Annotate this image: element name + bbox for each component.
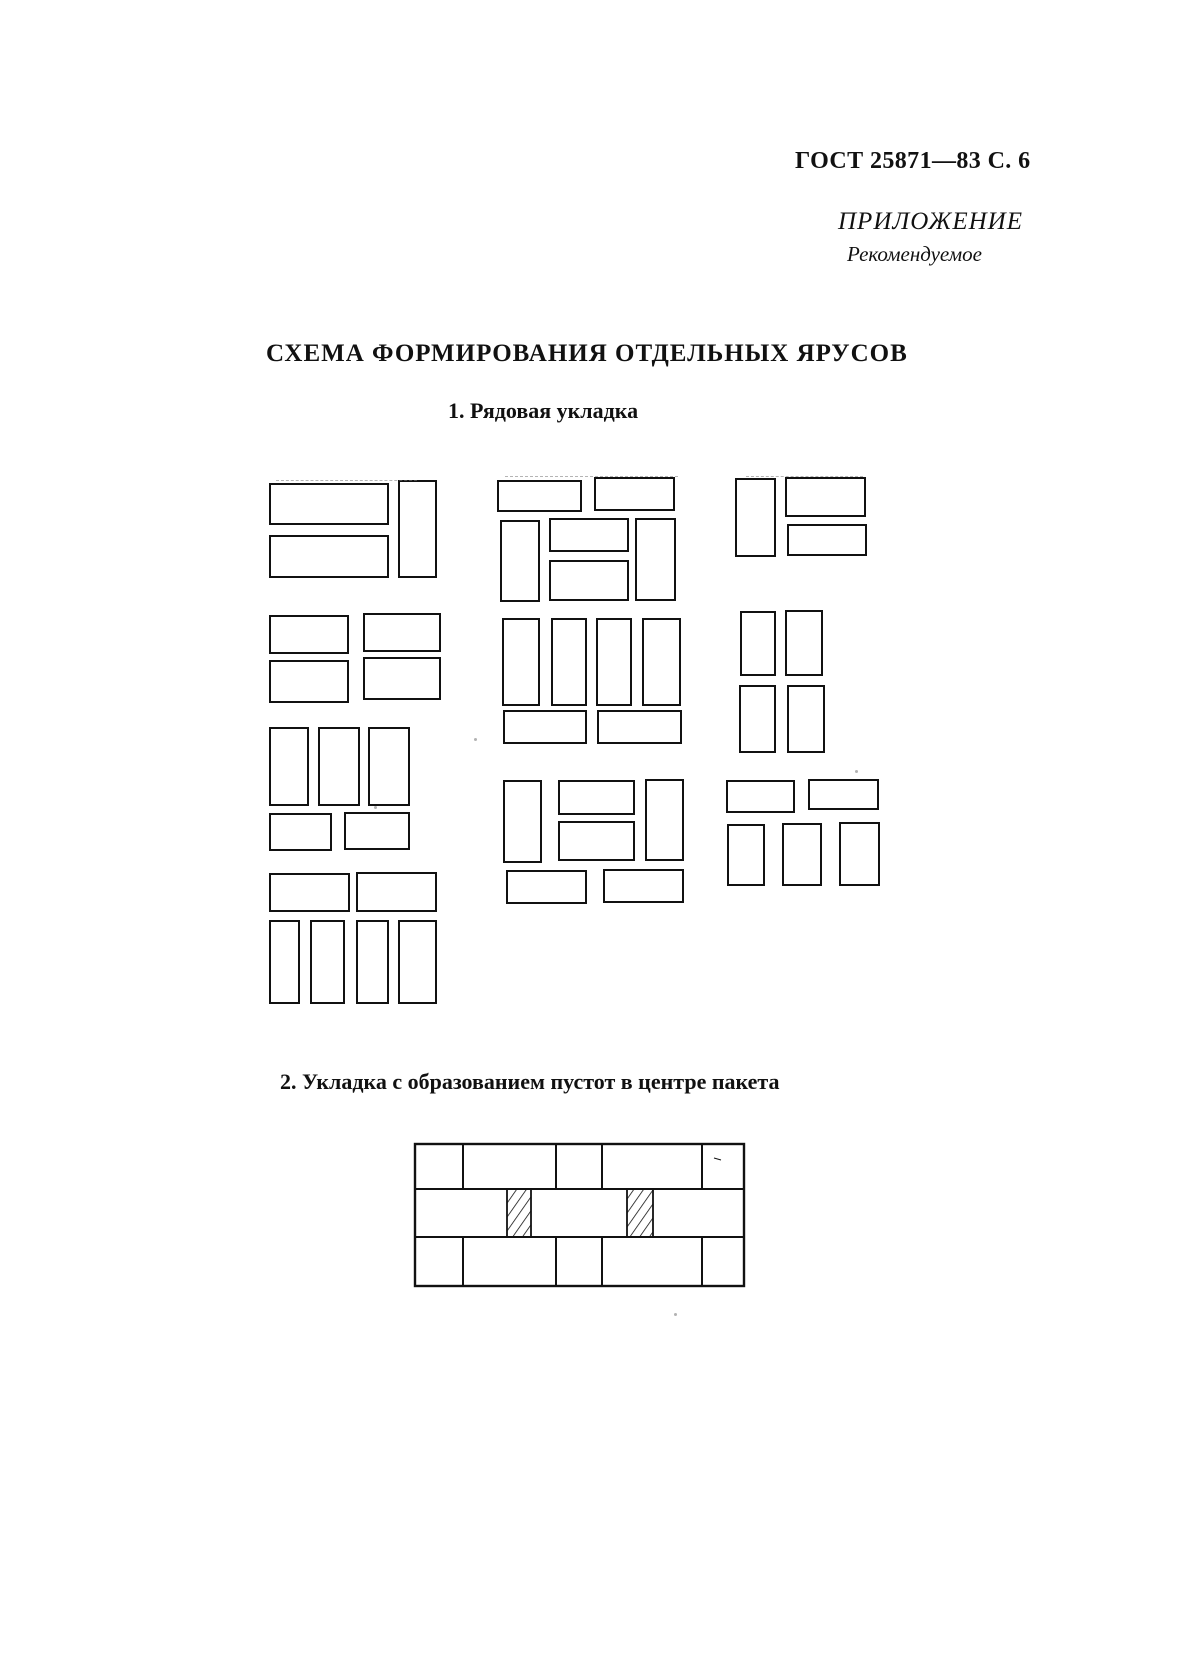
scheme-8-brick-1 — [735, 478, 776, 557]
subsection-2-title: 2. Укладка с образованием пустот в центре пакета — [280, 1069, 780, 1094]
right-void-hatched — [627, 1189, 653, 1237]
scheme-7-brick-2 — [558, 780, 635, 815]
scheme-7-brick-3 — [558, 821, 635, 861]
scheme-1-brick-1 — [269, 483, 389, 525]
scheme-6-brick-5 — [503, 710, 587, 744]
scheme-4-brick-3 — [269, 920, 300, 1004]
scan-dot-1 — [474, 738, 477, 741]
scheme-2-brick-3 — [269, 660, 349, 703]
left-void-hatched — [507, 1189, 531, 1237]
section-title: СХЕМА ФОРМИРОВАНИЯ ОТДЕЛЬНЫХ ЯРУСОВ — [266, 340, 908, 367]
scheme-9-brick-3 — [739, 685, 776, 753]
scan-dot-4 — [674, 1313, 677, 1316]
scheme-4-brick-6 — [398, 920, 437, 1004]
small-pen-mark — [714, 1158, 721, 1160]
scheme-9-brick-1 — [740, 611, 776, 676]
appendix-note: Рекомендуемое — [847, 242, 982, 266]
scheme-2-brick-2 — [363, 613, 441, 652]
scheme-5-brick-1 — [497, 480, 582, 512]
scheme-8-brick-2 — [785, 477, 866, 517]
diagram-outer-frame — [415, 1144, 744, 1286]
scheme-4-brick-5 — [356, 920, 389, 1004]
scheme-6-brick-4 — [642, 618, 681, 706]
scheme-2-brick-1 — [269, 615, 349, 654]
scheme-10-brick-1 — [726, 780, 795, 813]
scheme-9-brick-4 — [787, 685, 825, 753]
scheme-7-brick-1 — [503, 780, 542, 863]
scheme-4-brick-2 — [356, 872, 437, 912]
scheme-2-brick-4 — [363, 657, 441, 700]
scheme-6-brick-3 — [596, 618, 632, 706]
scheme-3-brick-2 — [318, 727, 360, 806]
scheme-5-brick-6 — [635, 518, 676, 601]
scheme-1-brick-3 — [398, 480, 437, 578]
scheme-6-brick-2 — [551, 618, 587, 706]
scheme-10-brick-4 — [782, 823, 822, 886]
right-scan-mark — [746, 476, 863, 477]
scheme-3-brick-4 — [269, 813, 332, 851]
scheme-7-brick-4 — [645, 779, 684, 861]
scheme-7-brick-5 — [506, 870, 587, 904]
void-center-stacking-diagram — [414, 1140, 746, 1295]
scheme-10-brick-5 — [839, 822, 880, 886]
scheme-9-brick-2 — [785, 610, 823, 676]
scheme-5-brick-2 — [594, 477, 675, 511]
scheme-4-brick-1 — [269, 873, 350, 912]
scheme-10-brick-3 — [727, 824, 765, 886]
center-scan-mark — [505, 476, 678, 477]
scheme-3-brick-1 — [269, 727, 309, 806]
scan-dot-2 — [855, 770, 858, 773]
appendix-title: ПРИЛОЖЕНИЕ — [838, 208, 1023, 235]
top-left-scan-mark — [276, 480, 417, 481]
scheme-3-brick-3 — [368, 727, 410, 806]
scheme-4-brick-4 — [310, 920, 345, 1004]
scheme-7-brick-6 — [603, 869, 684, 903]
scheme-5-brick-5 — [549, 560, 629, 601]
scheme-10-brick-2 — [808, 779, 879, 810]
scheme-3-brick-5 — [344, 812, 410, 850]
scheme-5-brick-4 — [549, 518, 629, 552]
scheme-6-brick-6 — [597, 710, 682, 744]
subsection-1-title: 1. Рядовая укладка — [448, 398, 639, 423]
scheme-6-brick-1 — [502, 618, 540, 706]
standard-code: ГОСТ 25871—83 С. 6 — [795, 148, 1031, 174]
scheme-1-brick-2 — [269, 535, 389, 578]
scheme-8-brick-3 — [787, 524, 867, 556]
scan-dot-3 — [374, 806, 377, 809]
scheme-5-brick-3 — [500, 520, 540, 602]
